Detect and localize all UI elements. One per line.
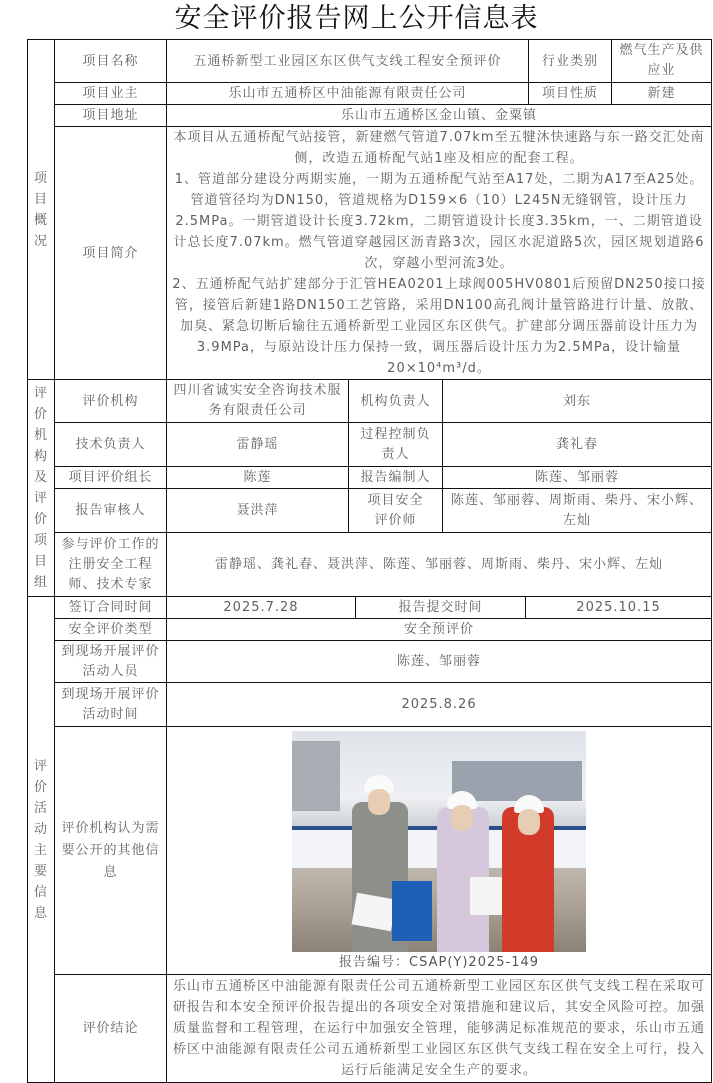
intro-paragraph: 1、管道部分建设分两期实施，一期为五通桥配气站至A17处，二期为A17至A25处。管道管径均为DN150，管道规格为D159×6（10）L245N无缝钢管，设计压力2.5MPa。一期管道设计长度3.72km，二期管道设计长度3.35km，一、二期管道设计总长度7.07km。燃气管道穿越园区沥青路3次，园区水泥道路5次，园区规划道路6次，穿越小型河流3处。 — [173, 172, 705, 271]
onsite-staff-label: 到现场开展评价活动人员 — [55, 641, 167, 683]
site-photo — [292, 731, 586, 952]
intro-paragraph: 本项目从五通桥配气站接管，新建燃气管道7.07km至五犍沐快速路与东一路交汇处南侧，改造五通桥配气站1座及相应的配套工程。 — [173, 130, 705, 166]
engineers-label: 参与评价工作的注册安全工程师、技术专家 — [55, 533, 167, 597]
intro-paragraph: 2、五通桥配气站扩建部分于汇管HEA0201上球阀005HV0801后预留DN250接口接管，接管后新建1路DN150工艺管路，采用DN100高孔阀计量管路进行计量、放散、加臭、紧急切断后输往五通桥新型工业园区东区供气。扩建部分调压器前设计压力为3.9MPa，与原站设计压力保持一致，调压器后设计压力为2.5MPa，设计输量20×10⁴m³/d。 — [172, 277, 706, 376]
assessor-label: 项目安全评价师 — [349, 489, 443, 533]
report-number: 报告编号：CSAP(Y)2025-149 — [339, 955, 540, 970]
org-head-label: 机构负责人 — [349, 380, 443, 423]
industry-value: 燃气生产及供应业 — [612, 40, 712, 83]
engineers-value: 雷静瑶、龚礼春、聂洪萍、陈莲、邹丽蓉、周斯雨、柴丹、宋小辉、左灿 — [167, 533, 712, 597]
submit-date-label: 报告提交时间 — [356, 597, 526, 619]
eval-type-value: 安全预评价 — [167, 619, 712, 641]
project-intro-value — [167, 127, 712, 380]
org-label: 评价机构 — [55, 380, 167, 423]
org-value: 四川省诚实安全咨询技术服务有限责任公司 — [167, 380, 349, 423]
project-nature-label: 项目性质 — [529, 83, 612, 105]
tech-head-value: 雷静瑶 — [167, 423, 349, 467]
process-head-value: 龚礼春 — [443, 423, 712, 467]
contract-date-value: 2025.7.28 — [167, 597, 356, 619]
other-info-label: 评价机构认为需要公开的其他信息 — [55, 727, 167, 975]
industry-label: 行业类别 — [529, 40, 612, 83]
onsite-time-value: 2025.8.26 — [167, 683, 712, 727]
submit-date-value: 2025.10.15 — [526, 597, 712, 619]
other-info-value — [167, 727, 712, 975]
info-table — [27, 39, 712, 1083]
onsite-staff-value: 陈莲、邹丽蓉 — [167, 641, 712, 683]
section-overview-label: 项目概况 — [28, 40, 55, 380]
project-address-value: 乐山市五通桥区金山镇、金粟镇 — [167, 105, 712, 127]
reviewer-value: 聂洪萍 — [167, 489, 349, 533]
leader-value: 陈莲 — [167, 467, 349, 489]
eval-type-label: 安全评价类型 — [55, 619, 167, 641]
section-activity-label: 评价活动主要信息 — [28, 597, 55, 1083]
onsite-time-label: 到现场开展评价活动时间 — [55, 683, 167, 727]
writer-label: 报告编制人 — [349, 467, 443, 489]
tech-head-label: 技术负责人 — [55, 423, 167, 467]
process-head-label: 过程控制负责人 — [349, 423, 443, 467]
conclusion-label: 评价结论 — [55, 975, 167, 1083]
section-agency-label: 评价机构及评价项目组 — [28, 380, 55, 597]
project-address-label: 项目地址 — [55, 105, 167, 127]
project-owner-value: 乐山市五通桥区中油能源有限责任公司 — [167, 83, 529, 105]
leader-label: 项目评价组长 — [55, 467, 167, 489]
contract-date-label: 签订合同时间 — [55, 597, 167, 619]
project-nature-value: 新建 — [612, 83, 712, 105]
org-head-value: 刘东 — [443, 380, 712, 423]
page-title: 安全评价报告网上公开信息表 — [174, 3, 539, 34]
project-owner-label: 项目业主 — [55, 83, 167, 105]
project-name-label: 项目名称 — [55, 40, 167, 83]
assessor-value: 陈莲、邹丽蓉、周斯雨、柴丹、宋小辉、左灿 — [443, 489, 712, 533]
project-intro-label: 项目简介 — [55, 127, 167, 380]
writer-value: 陈莲、邹丽蓉 — [443, 467, 712, 489]
conclusion-value: 乐山市五通桥区中油能源有限责任公司五通桥新型工业园区东区供气支线工程在采取可研报告和本安全预评价报告提出的各项安全对策措施和建议后，其安全风险可控。加强质量监督和工程管理，在运行中加强安全管理，能够满足标准规范的要求，乐山市五通桥区中油能源有限责任公司五通桥新型工业园区东区供气支线工程在安全上可行，投入运行后能满足安全生产的要求。 — [167, 975, 712, 1083]
reviewer-label: 报告审核人 — [55, 489, 167, 533]
project-name-value: 五通桥新型工业园区东区供气支线工程安全预评价 — [167, 40, 529, 83]
